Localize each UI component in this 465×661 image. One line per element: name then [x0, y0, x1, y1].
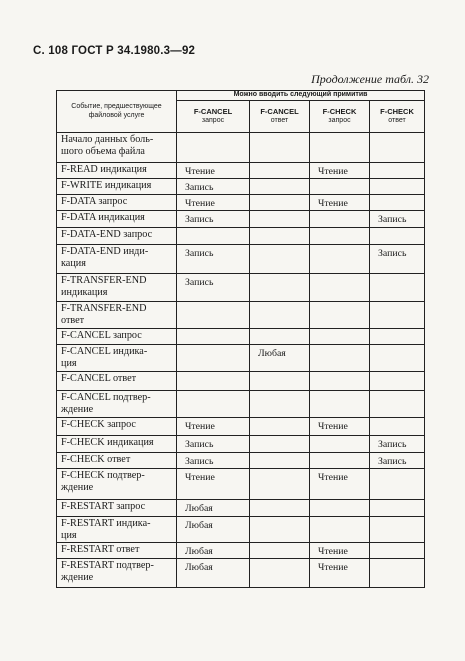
value-cell	[250, 228, 310, 245]
primitive-group-header: Можно вводить следующий примитив	[177, 91, 425, 101]
value-cell	[250, 469, 310, 500]
value-cell: Запись	[370, 245, 425, 274]
event-label: F-RESTART подтвер-	[61, 560, 154, 571]
column-sub: запрос	[201, 116, 225, 124]
page-header: С. 108 ГОСТ Р 34.1980.3—92	[33, 45, 196, 57]
table-row	[57, 418, 425, 436]
value-cell	[370, 469, 425, 500]
table-body	[57, 133, 425, 588]
event-label: F-CANCEL ответ	[61, 373, 137, 384]
event-label: F-READ индикация	[61, 164, 147, 175]
table-row	[57, 500, 425, 517]
value-cell	[370, 228, 425, 245]
value-cell	[310, 133, 370, 163]
value-cell	[250, 245, 310, 274]
value-cell	[310, 179, 370, 195]
value-cell	[370, 302, 425, 329]
value-cell	[370, 345, 425, 372]
value-cell	[177, 302, 250, 329]
value-cell	[310, 228, 370, 245]
event-label: F-DATA индикация	[61, 212, 145, 223]
value-cell	[177, 228, 250, 245]
event-cell	[57, 274, 177, 302]
value-cell	[370, 274, 425, 302]
value-cell: Чтение	[310, 418, 370, 436]
value-cell: Запись	[370, 211, 425, 228]
column-header	[310, 101, 370, 133]
event-cell	[57, 195, 177, 211]
event-label-continuation: ждение	[61, 404, 94, 415]
value-cell	[250, 391, 310, 418]
value-cell	[177, 329, 250, 345]
column-header	[177, 101, 250, 133]
value-cell	[310, 345, 370, 372]
value-cell	[370, 179, 425, 195]
value-cell: Любая	[177, 500, 250, 517]
value-cell	[370, 133, 425, 163]
table-row	[57, 211, 425, 228]
table-row	[57, 228, 425, 245]
value-cell	[177, 391, 250, 418]
table-row	[57, 329, 425, 345]
event-label: F-CANCEL индика-	[61, 346, 148, 357]
value-cell	[370, 195, 425, 211]
value-cell	[250, 133, 310, 163]
column-code: F-CANCEL	[193, 107, 233, 117]
event-label-continuation: шого объема файла	[61, 146, 145, 157]
column-header	[250, 101, 310, 133]
value-cell	[250, 302, 310, 329]
value-cell	[250, 453, 310, 469]
value-cell: Запись	[177, 211, 250, 228]
column-code: F-CHECK	[322, 107, 357, 117]
transition-table	[56, 90, 425, 588]
value-cell	[177, 372, 250, 391]
column-header	[370, 101, 425, 133]
value-cell: Запись	[177, 179, 250, 195]
value-cell	[250, 372, 310, 391]
table-row	[57, 179, 425, 195]
event-label-continuation: ция	[61, 530, 77, 541]
value-cell	[250, 179, 310, 195]
event-label-continuation: ция	[61, 358, 77, 369]
event-label: F-RESTART ответ	[61, 544, 140, 555]
value-cell: Запись	[177, 274, 250, 302]
column-code: F-CANCEL	[260, 107, 299, 117]
value-cell: Чтение	[310, 543, 370, 559]
value-cell	[370, 559, 425, 588]
value-cell	[250, 163, 310, 179]
value-cell	[310, 453, 370, 469]
value-cell	[310, 391, 370, 418]
value-cell	[370, 500, 425, 517]
table-row	[57, 391, 425, 418]
table-row	[57, 274, 425, 302]
value-cell: Запись	[177, 453, 250, 469]
event-label: F-CHECK ответ	[61, 454, 131, 465]
table-row	[57, 133, 425, 163]
event-label: F-RESTART запрос	[61, 501, 146, 512]
table-row	[57, 543, 425, 559]
value-cell: Чтение	[310, 195, 370, 211]
event-cell	[57, 453, 177, 469]
value-cell: Чтение	[177, 418, 250, 436]
table-continuation-caption: Продолжение табл. 32	[311, 72, 429, 86]
event-label: F-TRANSFER-END	[61, 303, 147, 314]
event-cell	[57, 179, 177, 195]
value-cell	[310, 372, 370, 391]
value-cell: Чтение	[177, 163, 250, 179]
event-label: F-RESTART индика-	[61, 518, 151, 529]
event-label: F-DATA запрос	[61, 196, 128, 207]
event-column-header	[57, 91, 177, 133]
value-cell	[310, 329, 370, 345]
value-cell: Запись	[370, 453, 425, 469]
value-cell	[310, 436, 370, 453]
value-cell	[370, 418, 425, 436]
event-label-continuation: ждение	[61, 482, 94, 493]
value-cell	[177, 133, 250, 163]
event-cell	[57, 302, 177, 329]
event-cell	[57, 559, 177, 588]
event-label: F-CANCEL запрос	[61, 330, 142, 341]
value-cell: Любая	[177, 517, 250, 543]
value-cell: Чтение	[177, 195, 250, 211]
event-header-line2: файловой услуге	[88, 111, 145, 119]
column-sub: ответ	[388, 116, 406, 124]
table-row	[57, 453, 425, 469]
event-cell	[57, 211, 177, 228]
event-cell	[57, 163, 177, 179]
value-cell	[370, 372, 425, 391]
event-cell	[57, 329, 177, 345]
event-label: F-TRANSFER-END	[61, 275, 147, 286]
value-cell: Чтение	[310, 163, 370, 179]
value-cell	[370, 163, 425, 179]
event-label-continuation: ответ	[61, 315, 85, 326]
event-label: Начало данных боль-	[61, 134, 154, 145]
event-cell	[57, 543, 177, 559]
event-label: F-CHECK подтвер-	[61, 470, 145, 481]
event-cell	[57, 228, 177, 245]
event-label: F-CANCEL подтвер-	[61, 392, 151, 403]
value-cell	[370, 543, 425, 559]
value-cell	[250, 211, 310, 228]
event-cell	[57, 418, 177, 436]
event-cell	[57, 372, 177, 391]
table-row	[57, 469, 425, 500]
value-cell: Любая	[250, 345, 310, 372]
value-cell	[370, 329, 425, 345]
value-cell: Чтение	[310, 559, 370, 588]
value-cell	[250, 517, 310, 543]
value-cell: Запись	[177, 245, 250, 274]
event-cell	[57, 436, 177, 453]
value-cell	[250, 559, 310, 588]
value-cell	[310, 274, 370, 302]
event-label-continuation: индикация	[61, 287, 108, 298]
table-row	[57, 372, 425, 391]
event-cell	[57, 391, 177, 418]
value-cell	[250, 436, 310, 453]
value-cell	[250, 418, 310, 436]
event-cell	[57, 469, 177, 500]
value-cell	[250, 543, 310, 559]
table-row	[57, 163, 425, 179]
table-row	[57, 345, 425, 372]
event-label: F-DATA-END запрос	[61, 229, 153, 240]
table-row	[57, 245, 425, 274]
value-cell	[250, 195, 310, 211]
event-label-continuation: ждение	[61, 572, 94, 583]
event-header-line1: Событие, предшествующее	[71, 103, 162, 111]
value-cell	[310, 302, 370, 329]
column-sub: запрос	[328, 116, 351, 124]
event-cell	[57, 345, 177, 372]
event-label-continuation: кация	[61, 258, 86, 269]
value-cell	[370, 391, 425, 418]
value-cell	[177, 345, 250, 372]
value-cell	[250, 274, 310, 302]
value-cell: Любая	[177, 559, 250, 588]
value-cell: Любая	[177, 543, 250, 559]
event-cell	[57, 517, 177, 543]
table-row	[57, 517, 425, 543]
table-row	[57, 302, 425, 329]
value-cell	[250, 329, 310, 345]
column-sub: ответ	[270, 116, 289, 124]
column-code: F-CHECK	[380, 107, 414, 117]
value-cell: Чтение	[177, 469, 250, 500]
event-cell	[57, 245, 177, 274]
value-cell: Запись	[370, 436, 425, 453]
value-cell	[310, 211, 370, 228]
table-row	[57, 195, 425, 211]
table-row	[57, 559, 425, 588]
value-cell	[310, 245, 370, 274]
value-cell: Запись	[177, 436, 250, 453]
event-cell	[57, 500, 177, 517]
table-row	[57, 436, 425, 453]
value-cell: Чтение	[310, 469, 370, 500]
event-label: F-CHECK индикация	[61, 437, 154, 448]
event-label: F-DATA-END инди-	[61, 246, 149, 257]
event-label: F-WRITE индикация	[61, 180, 152, 191]
value-cell	[310, 517, 370, 543]
value-cell	[250, 500, 310, 517]
event-label: F-CHECK запрос	[61, 419, 136, 430]
event-cell	[57, 133, 177, 163]
value-cell	[310, 500, 370, 517]
value-cell	[370, 517, 425, 543]
